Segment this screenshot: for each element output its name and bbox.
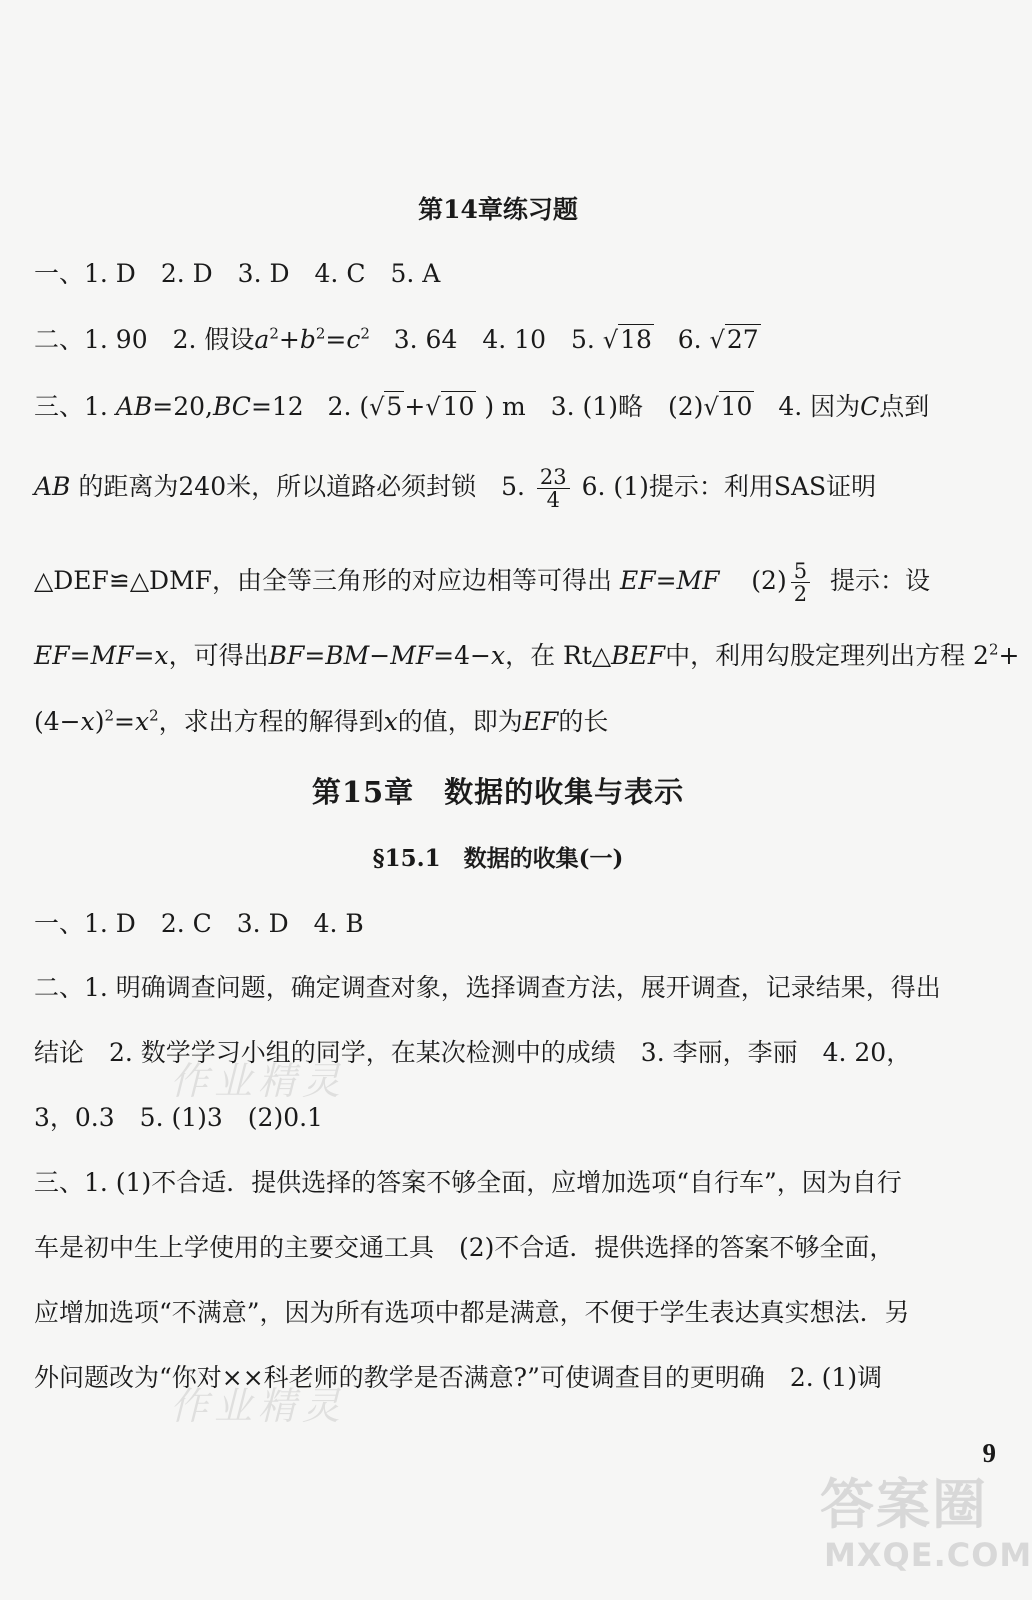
ch14-part3-line3: △DEF≌△DMF，由全等三角形的对应边相等可得出 EF=MF (2) $\frac{5}{2}$ 提示：设 <box>34 559 931 606</box>
text: 点到 <box>879 392 930 421</box>
text: 6. <box>677 325 702 354</box>
ch14-part3-line2: AB 的距离为240米，所以道路必须封锁 5. $\frac{23}{4}$ 6. (1)提示：利用SAS证明 <box>34 465 877 512</box>
page-number: 9 <box>982 1438 996 1468</box>
watermark: 作业精灵 <box>170 1384 347 1428</box>
watermark: 作业精灵 <box>170 1059 347 1103</box>
text: 2. ( <box>327 392 370 421</box>
text: 的长 <box>558 707 609 736</box>
section-15-1-title: §15.1 数据的收集(一) <box>372 845 624 872</box>
ch15-part1-answers: 一、1. D 2. C 3. D 4. B <box>34 909 364 938</box>
stamp-url: MXQE.COM <box>824 1536 1032 1574</box>
ch15-part3-line1: 三、1. (1)不合适．提供选择的答案不够全面，应增加选项“自行车”，因为自行 <box>34 1168 902 1197</box>
ch15-part2-line1: 二、1. 明确调查问题，确定调查对象，选择调查方法，展开调查，记录结果，得出 <box>34 973 941 1002</box>
text: ) m 3. (1)略 (2) <box>484 392 704 421</box>
chapter-15-title: 第15章 数据的收集与表示 <box>311 775 685 809</box>
text: 二、1. 90 2. 假设 <box>34 325 255 354</box>
text: 的距离为240米，所以道路必须封锁 5. <box>78 472 525 501</box>
sqrt-18: √18 <box>602 325 652 354</box>
text: ，可得出 <box>168 641 269 670</box>
ch14-part3-line5: $(4-x)^2=x^2$，求出方程的解得到x的值，即为EF的长 <box>34 706 609 736</box>
text: 中，利用勾股定理列出方程 2 <box>665 641 989 670</box>
text: 3. 64 4. 10 5. <box>393 325 595 354</box>
text: ，在 Rt△ <box>505 641 612 670</box>
sqrt-5: √5 <box>369 392 403 421</box>
ch15-part2-line2: 结论 2. 数学学习小组的同学，在某次检测中的成绩 3. 李丽，李丽 4. 20， <box>34 1038 912 1067</box>
sqrt-10: √10 <box>425 392 475 421</box>
text: ，求出方程的解得到 <box>158 707 384 736</box>
text: △DEF≌△DMF，由全等三角形的对应边相等可得出 <box>34 566 613 595</box>
ch14-part2-answers: 二、1. 90 2. 假设$a^2+b^2=c^2$ 3. 64 4. 10 5. √18 6. √27 <box>34 322 956 358</box>
ch15-part3-line2: 车是初中生上学使用的主要交通工具 (2)不合适．提供选择的答案不够全面， <box>34 1233 895 1262</box>
site-logo-stamp <box>820 1462 1032 1590</box>
text: 的值，即为 <box>397 707 523 736</box>
sqrt-27: √27 <box>709 325 759 354</box>
fraction-23-4: $\frac{23}{4}$ <box>537 466 570 511</box>
fraction-5-2: $\frac{5}{2}$ <box>791 560 810 605</box>
text: (2) <box>751 566 787 595</box>
ch15-part2-line3: 3，0.3 5. (1)3 (2)0.1 <box>34 1103 323 1132</box>
ch14-part1-answers: 一、1. D 2. D 3. D 4. C 5. A <box>34 259 441 288</box>
sqrt-10b: √10 <box>703 392 753 421</box>
text: 6. (1)提示：利用SAS证明 <box>581 472 877 501</box>
ch14-part3-line4: EF=MF=x，可得出BF=BM−MF=4−x，在 Rt△BEF中，利用勾股定理列出方程 $2^2+$ <box>34 640 1020 670</box>
ch15-part3-line4: 外问题改为“你对××科老师的教学是否满意?”可使调查目的更明确 2. (1)调 <box>34 1363 883 1392</box>
text: 提示：设 <box>830 566 931 595</box>
ch15-part3-line3: 应增加选项“不满意”，因为所有选项中都是满意，不便于学生表达真实想法．另 <box>34 1298 910 1327</box>
text: 三、1. <box>34 392 108 421</box>
chapter-14-title: 第14章练习题 <box>418 195 578 224</box>
text: + <box>998 641 1020 670</box>
ch14-part3-line1: 三、1. AB=20,BC=12 2. (√5+√10 ) m 3. (1)略 (2)√10 4. 因为C点到 <box>34 389 956 425</box>
text: 4. 因为 <box>778 392 861 421</box>
stamp-title: 答案圈 <box>820 1473 988 1536</box>
